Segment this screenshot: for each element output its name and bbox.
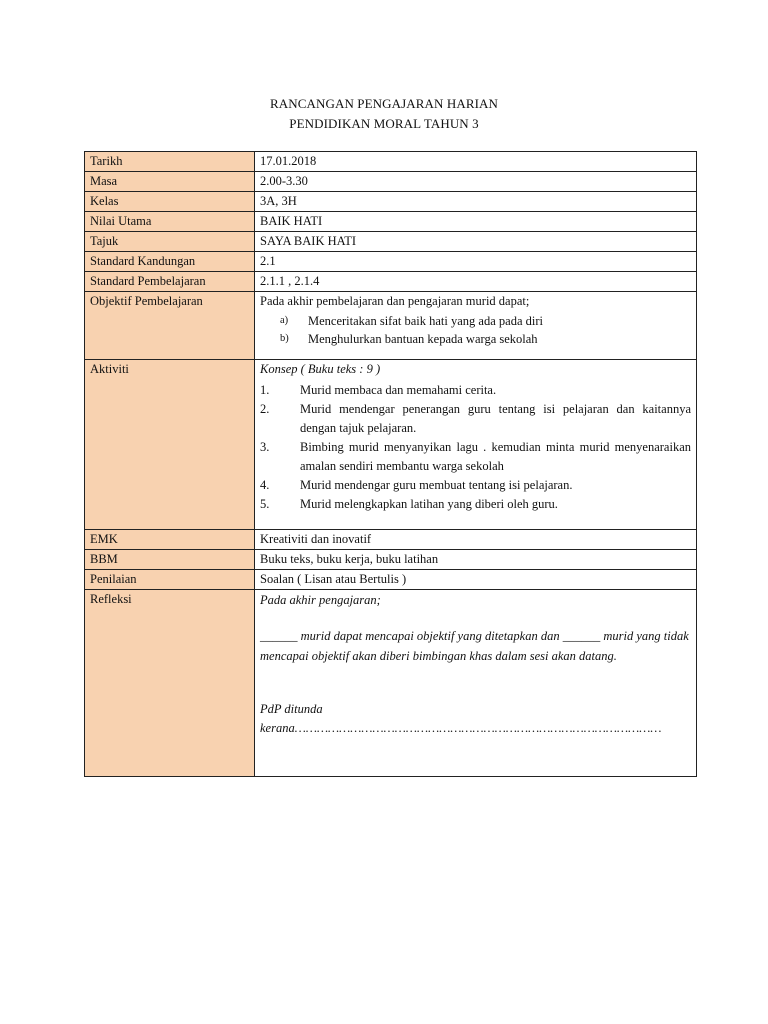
- row-value: Soalan ( Lisan atau Bertulis ): [255, 570, 697, 590]
- list-item-text: Murid mendengar penerangan guru tentang isi pelajaran dan kaitannya dengan tajuk pelajaran.: [300, 402, 691, 435]
- table-row-masa: [85, 172, 697, 192]
- refleksi-intro: Pada akhir pengajaran;: [260, 593, 381, 607]
- list-item-text: Murid membaca dan memahami cerita.: [300, 383, 497, 397]
- objektif-list: [260, 312, 691, 348]
- row-value: 2.00-3.30: [255, 172, 697, 192]
- list-marker: 4.: [260, 478, 270, 492]
- row-value: 17.01.2018: [255, 152, 697, 172]
- row-label: Masa: [85, 172, 255, 192]
- table-row-refleksi: [85, 590, 697, 777]
- row-label: Kelas: [85, 192, 255, 212]
- table-row-emk: [85, 530, 697, 550]
- list-item: [260, 438, 691, 476]
- table-row-tajuk: [85, 232, 697, 252]
- row-label: Refleksi: [85, 590, 255, 777]
- list-item-text: Bimbing murid menyanyikan lagu . kemudian minta murid menyenaraikan amalan sendiri membantu warga sekolah: [300, 440, 691, 473]
- table-row-tarikh: [85, 152, 697, 172]
- table-row-objektif: [85, 292, 697, 360]
- list-marker: 1.: [260, 383, 270, 397]
- row-value: [255, 590, 697, 777]
- list-marker: 2.: [260, 402, 270, 416]
- row-label: Nilai Utama: [85, 212, 255, 232]
- row-label: Penilaian: [85, 570, 255, 590]
- row-label: Standard Kandungan: [85, 252, 255, 272]
- row-value: BAIK HATI: [255, 212, 697, 232]
- list-item: [260, 330, 691, 348]
- list-item-text: Murid mendengar guru membuat tentang isi pelajaran.: [300, 478, 573, 492]
- lesson-plan-table: [84, 151, 697, 777]
- aktiviti-intro: Konsep ( Buku teks : 9 ): [260, 362, 381, 376]
- row-label: Standard Pembelajaran: [85, 272, 255, 292]
- list-item: [260, 495, 691, 514]
- list-item: [260, 476, 691, 495]
- document-header: [0, 94, 768, 134]
- row-value: 2.1.1 , 2.1.4: [255, 272, 697, 292]
- objektif-intro: Pada akhir pembelajaran dan pengajaran murid dapat;: [260, 294, 530, 308]
- list-marker: 5.: [260, 497, 270, 511]
- row-value: [255, 360, 697, 530]
- row-label: Tajuk: [85, 232, 255, 252]
- row-label: BBM: [85, 550, 255, 570]
- row-value: 2.1: [255, 252, 697, 272]
- list-item-text: Menceritakan sifat baik hati yang ada pada diri: [308, 314, 543, 328]
- table-row-aktiviti: [85, 360, 697, 530]
- table-row-standard-kandungan: [85, 252, 697, 272]
- table-row-standard-pembelajaran: [85, 272, 697, 292]
- list-marker: a): [280, 315, 289, 326]
- row-value: SAYA BAIK HATI: [255, 232, 697, 252]
- row-value: [255, 292, 697, 360]
- list-item-text: Murid melengkapkan latihan yang diberi oleh guru.: [300, 497, 558, 511]
- refleksi-pdp-ditunda: PdP ditunda: [260, 702, 323, 716]
- document-title: RANCANGAN PENGAJARAN HARIAN: [269, 96, 499, 111]
- document-subtitle: PENDIDIKAN MORAL TAHUN 3: [289, 116, 479, 131]
- refleksi-kerana: kerana………………………………………………………………………………………: [260, 721, 662, 735]
- table-row-kelas: [85, 192, 697, 212]
- row-value: Kreativiti dan inovatif: [255, 530, 697, 550]
- list-item: [260, 400, 691, 438]
- row-label: EMK: [85, 530, 255, 550]
- list-marker: 3.: [260, 440, 270, 454]
- list-item: [260, 381, 691, 400]
- refleksi-statement: ______ murid dapat mencapai objektif yang ditetapkan dan ______ murid yang tidak mencapai objektif akan diberi bimbingan khas dalam sesi akan datang.: [260, 629, 689, 663]
- aktiviti-list: [260, 381, 691, 514]
- list-marker: b): [280, 333, 289, 344]
- row-value: Buku teks, buku kerja, buku latihan: [255, 550, 697, 570]
- row-value: 3A, 3H: [255, 192, 697, 212]
- list-item: [260, 312, 691, 330]
- table-row-nilai-utama: [85, 212, 697, 232]
- row-label: Objektif Pembelajaran: [85, 292, 255, 360]
- row-label: Aktiviti: [85, 360, 255, 530]
- table-row-bbm: [85, 550, 697, 570]
- list-item-text: Menghulurkan bantuan kepada warga sekolah: [308, 332, 538, 346]
- row-label: Tarikh: [85, 152, 255, 172]
- table-row-penilaian: [85, 570, 697, 590]
